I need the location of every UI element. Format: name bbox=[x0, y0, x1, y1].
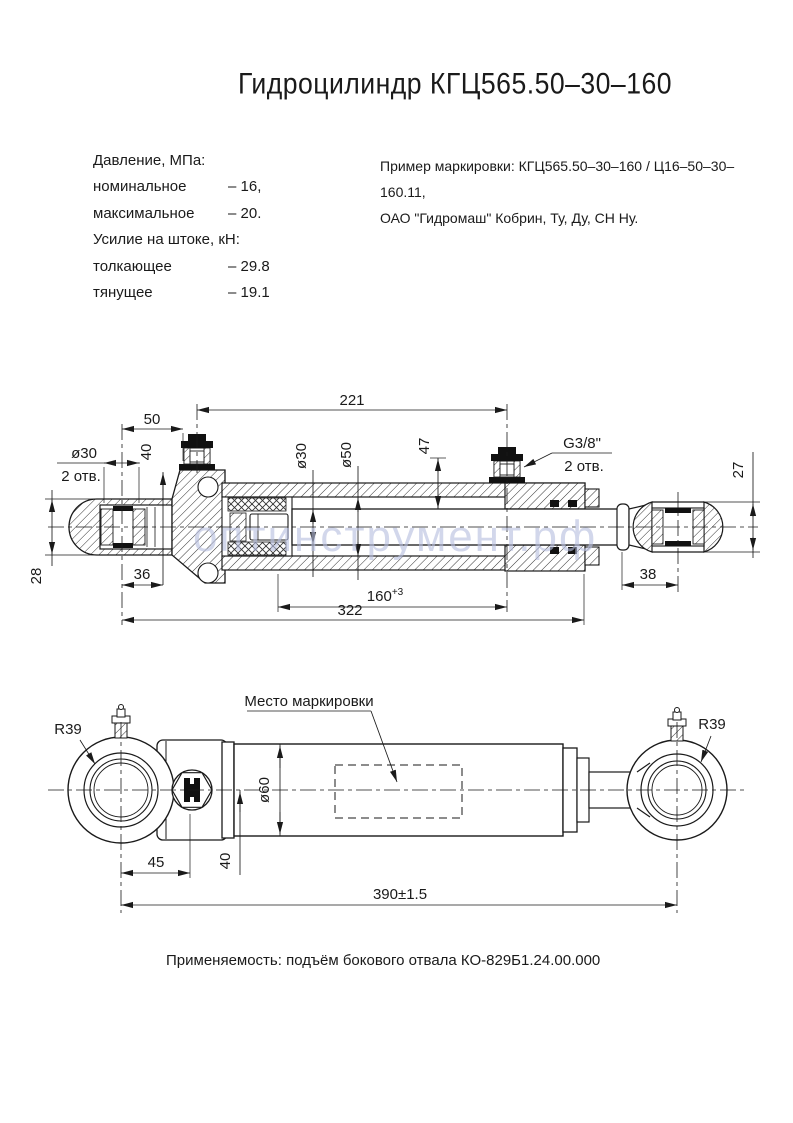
specs-block bbox=[93, 147, 343, 306]
dim-322: 322 bbox=[337, 602, 363, 619]
marking-line-1: Пример маркировки: КГЦ565.50–30–160 / Ц16–50–30–160.11, bbox=[380, 158, 735, 200]
spec-value: – 16, bbox=[228, 178, 262, 196]
spec-value: – 20. bbox=[228, 204, 262, 222]
marking-example bbox=[380, 153, 760, 231]
spec-row bbox=[93, 200, 343, 227]
marking-line-2: ОАО "Гидромаш" Кобрин, Ту, Ду, СН Ну. bbox=[380, 210, 639, 226]
dim-r39-right: R39 bbox=[698, 716, 726, 733]
spec-row bbox=[93, 253, 343, 280]
spec-row bbox=[93, 280, 343, 307]
spec-label: толкающее bbox=[93, 257, 172, 275]
dim-bore-diameter: ø50 bbox=[338, 442, 355, 468]
dim-36: 36 bbox=[133, 566, 151, 583]
dim-r39-left: R39 bbox=[54, 721, 82, 738]
dim-38: 38 bbox=[639, 566, 657, 583]
port-thread-label: G3/8" bbox=[563, 435, 601, 452]
spec-label: максимальное bbox=[93, 204, 195, 222]
dim-221: 221 bbox=[339, 392, 365, 409]
marking-place-label: Место маркировки bbox=[244, 693, 374, 710]
dim-50: 50 bbox=[143, 411, 161, 428]
dim-160: $160^{+3}$ bbox=[366, 587, 404, 605]
side-view-drawing bbox=[0, 685, 793, 930]
spec-pressure-header: Давление, МПа: bbox=[93, 151, 206, 169]
spec-value: – 19.1 bbox=[228, 284, 270, 302]
spec-force-header: Усилие на штоке, кН: bbox=[93, 231, 240, 249]
spec-value: – 29.8 bbox=[228, 257, 270, 275]
dim-eye-holes: 2 отв. bbox=[61, 468, 101, 485]
section-view-drawing bbox=[0, 380, 793, 635]
dim-rod-diameter: ø30 bbox=[293, 443, 310, 469]
dim-40: 40 bbox=[138, 443, 155, 461]
dim-27: 27 bbox=[730, 461, 747, 479]
watermark: оптинструмент.рф bbox=[193, 512, 598, 561]
application-note: Применяемость: подъём бокового отвала КО-829Б1.24.00.000 bbox=[166, 952, 601, 969]
dim-eye-bore: ø30 bbox=[71, 445, 97, 462]
dim-390: 390±1.5 bbox=[372, 886, 428, 903]
spec-label: тянущее bbox=[93, 284, 153, 302]
page-title: Гидроцилиндр КГЦ565.50–30–160 bbox=[237, 67, 673, 100]
dim-47: 47 bbox=[416, 437, 433, 455]
spec-row bbox=[93, 174, 343, 201]
dim-45: 45 bbox=[147, 854, 165, 871]
dim-40: 40 bbox=[217, 852, 234, 870]
dim-body-diameter: ø60 bbox=[256, 777, 273, 803]
dim-28: 28 bbox=[28, 567, 45, 585]
spec-label: номинальное bbox=[93, 178, 187, 196]
port-holes-label: 2 отв. bbox=[564, 458, 604, 475]
